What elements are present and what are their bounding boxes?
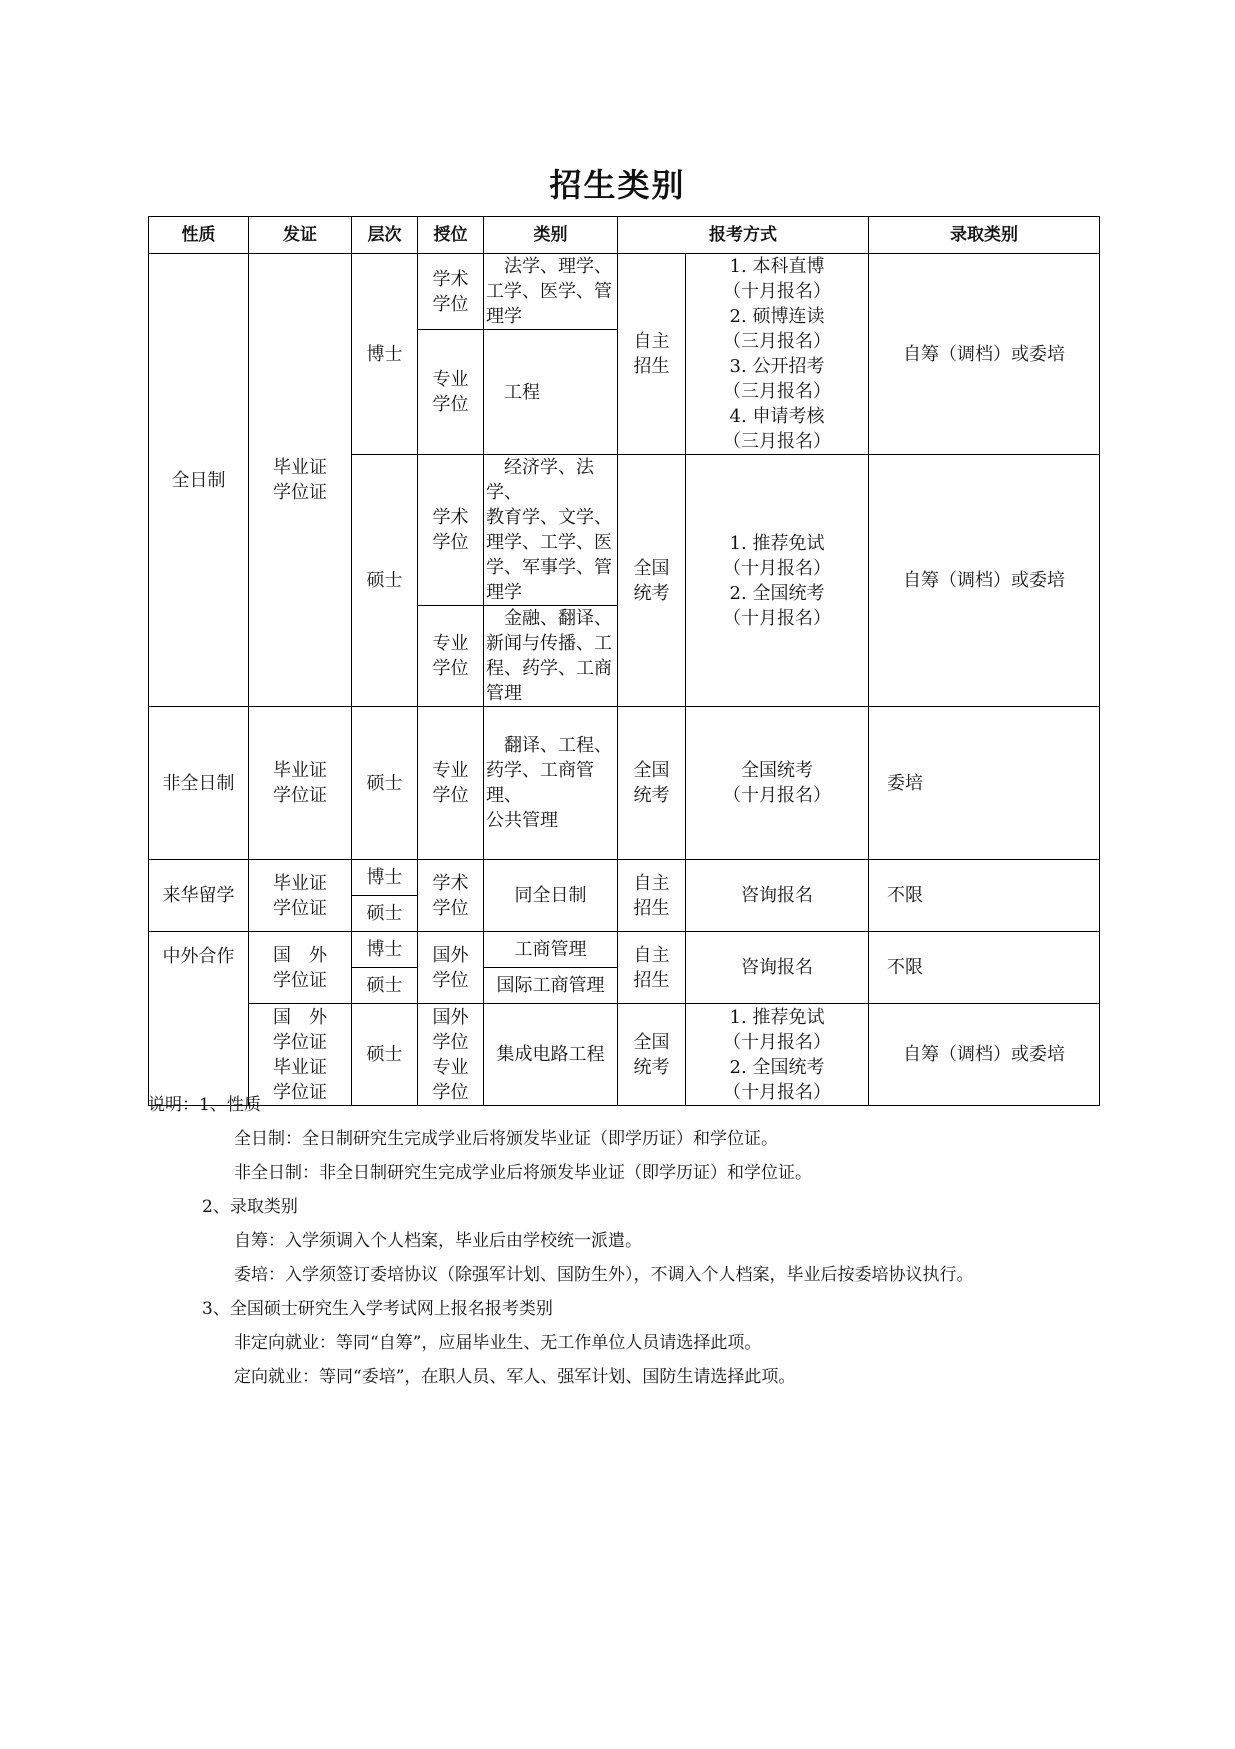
nature-cell: 中外合作: [149, 932, 249, 1106]
table-row: [149, 707, 1100, 860]
method-cell: 全国 统考: [618, 707, 686, 860]
nature-cell: 全日制: [149, 254, 249, 707]
cert-cell: 国 外 学位证 毕业证 学位证: [249, 1004, 352, 1106]
level-cell: 硕士: [352, 896, 418, 932]
page-title: 招生类别: [549, 166, 686, 204]
category-cell: 同全日制: [484, 860, 618, 932]
header-level: 层次: [352, 217, 418, 254]
degree-cell: 专业 学位: [418, 606, 484, 707]
level-cell: 硕士: [352, 707, 418, 860]
note-line: 委培：入学须签订委培协议（除强军计划、国防生外），不调入个人档案，毕业后按委培协议执行。: [234, 1265, 974, 1285]
level-cell: 硕士: [352, 968, 418, 1004]
admission-cell: 委培: [869, 707, 1100, 860]
header-degree: 授位: [418, 217, 484, 254]
note-line: 定向就业：等同“委培”，在职人员、军人、强军计划、国防生请选择此项。: [234, 1367, 796, 1387]
method-cell: 全国 统考: [618, 455, 686, 707]
method-cell: 自主 招生: [618, 254, 686, 455]
category-cell: 法学、理学、 工学、医学、管 理学: [484, 254, 618, 330]
level-cell: 硕士: [352, 455, 418, 707]
degree-cell: 国外 学位 专业 学位: [418, 1004, 484, 1106]
cert-cell: 毕业证 学位证: [249, 254, 352, 707]
admission-cell: 不限: [869, 932, 1100, 1004]
degree-cell: 学术 学位: [418, 254, 484, 330]
header-admission-type: 录取类别: [869, 217, 1100, 254]
method-cell: 自主 招生: [618, 932, 686, 1004]
header-category: 类别: [484, 217, 618, 254]
notes-section: [148, 1088, 1108, 1394]
note-line: 自筹：入学须调入个人档案，毕业后由学校统一派遣。: [234, 1231, 642, 1251]
degree-cell: 专业 学位: [418, 330, 484, 455]
cert-cell: 毕业证 学位证: [249, 860, 352, 932]
admission-cell: 自筹（调档）或委培: [869, 254, 1100, 455]
level-cell: 博士: [352, 932, 418, 968]
nature-cell: 来华留学: [149, 860, 249, 932]
level-cell: 硕士: [352, 1004, 418, 1106]
category-cell: 经济学、法学、 教育学、文学、 理学、工学、医 学、军事学、管 理学: [484, 455, 618, 606]
category-cell: 工程: [484, 330, 618, 455]
note-heading: 2、录取类别: [202, 1197, 298, 1217]
note-heading: 说明：1、性质: [148, 1095, 261, 1115]
table-row: [149, 254, 1100, 330]
table-row: [149, 932, 1100, 968]
note-heading: 3、全国硕士研究生入学考试网上报名报考类别: [202, 1299, 553, 1319]
cert-cell: 毕业证 学位证: [249, 707, 352, 860]
level-cell: 博士: [352, 860, 418, 896]
nature-cell: 非全日制: [149, 707, 249, 860]
category-cell: 金融、翻译、 新闻与传播、工 程、药学、工商 管理: [484, 606, 618, 707]
admission-cell: 自筹（调档）或委培: [869, 455, 1100, 707]
cert-cell: 国 外 学位证: [249, 932, 352, 1004]
enrollment-category-table: [148, 216, 1100, 1106]
degree-cell: 专业 学位: [418, 707, 484, 860]
degree-cell: 国外 学位: [418, 932, 484, 1004]
table-header-row: [149, 217, 1100, 254]
note-line: 非定向就业：等同“自筹”，应届毕业生、无工作单位人员请选择此项。: [234, 1333, 762, 1353]
method-detail-cell: 1. 推荐免试 （十月报名） 2. 全国统考 （十月报名）: [686, 455, 869, 707]
method-detail-cell: 1. 本科直博 （十月报名） 2. 硕博连读 （三月报名） 3. 公开招考 （三月报名） 4. 申请考核 （三月报名）: [686, 254, 869, 455]
method-cell: 自主 招生: [618, 860, 686, 932]
note-line: 非全日制：非全日制研究生完成学业后将颁发毕业证（即学历证）和学位证。: [234, 1163, 812, 1183]
category-cell: 翻译、工程、 药学、工商管理、 公共管理: [484, 707, 618, 860]
degree-cell: 学术 学位: [418, 860, 484, 932]
admission-cell: 自筹（调档）或委培: [869, 1004, 1100, 1106]
category-cell: 集成电路工程: [484, 1004, 618, 1106]
category-cell: 工商管理: [484, 932, 618, 968]
method-detail-cell: 咨询报名: [686, 932, 869, 1004]
header-cert: 发证: [249, 217, 352, 254]
header-exam-method: 报考方式: [618, 217, 869, 254]
header-nature: 性质: [149, 217, 249, 254]
method-detail-cell: 咨询报名: [686, 860, 869, 932]
note-line: 全日制：全日制研究生完成学业后将颁发毕业证（即学历证）和学位证。: [234, 1129, 778, 1149]
method-cell: 全国 统考: [618, 1004, 686, 1106]
degree-cell: 学术 学位: [418, 455, 484, 606]
method-detail-cell: 1. 推荐免试 （十月报名） 2. 全国统考 （十月报名）: [686, 1004, 869, 1106]
level-cell: 博士: [352, 254, 418, 455]
category-cell: 国际工商管理: [484, 968, 618, 1004]
method-detail-cell: 全国统考 （十月报名）: [686, 707, 869, 860]
admission-cell: 不限: [869, 860, 1100, 932]
table-row: [149, 860, 1100, 896]
